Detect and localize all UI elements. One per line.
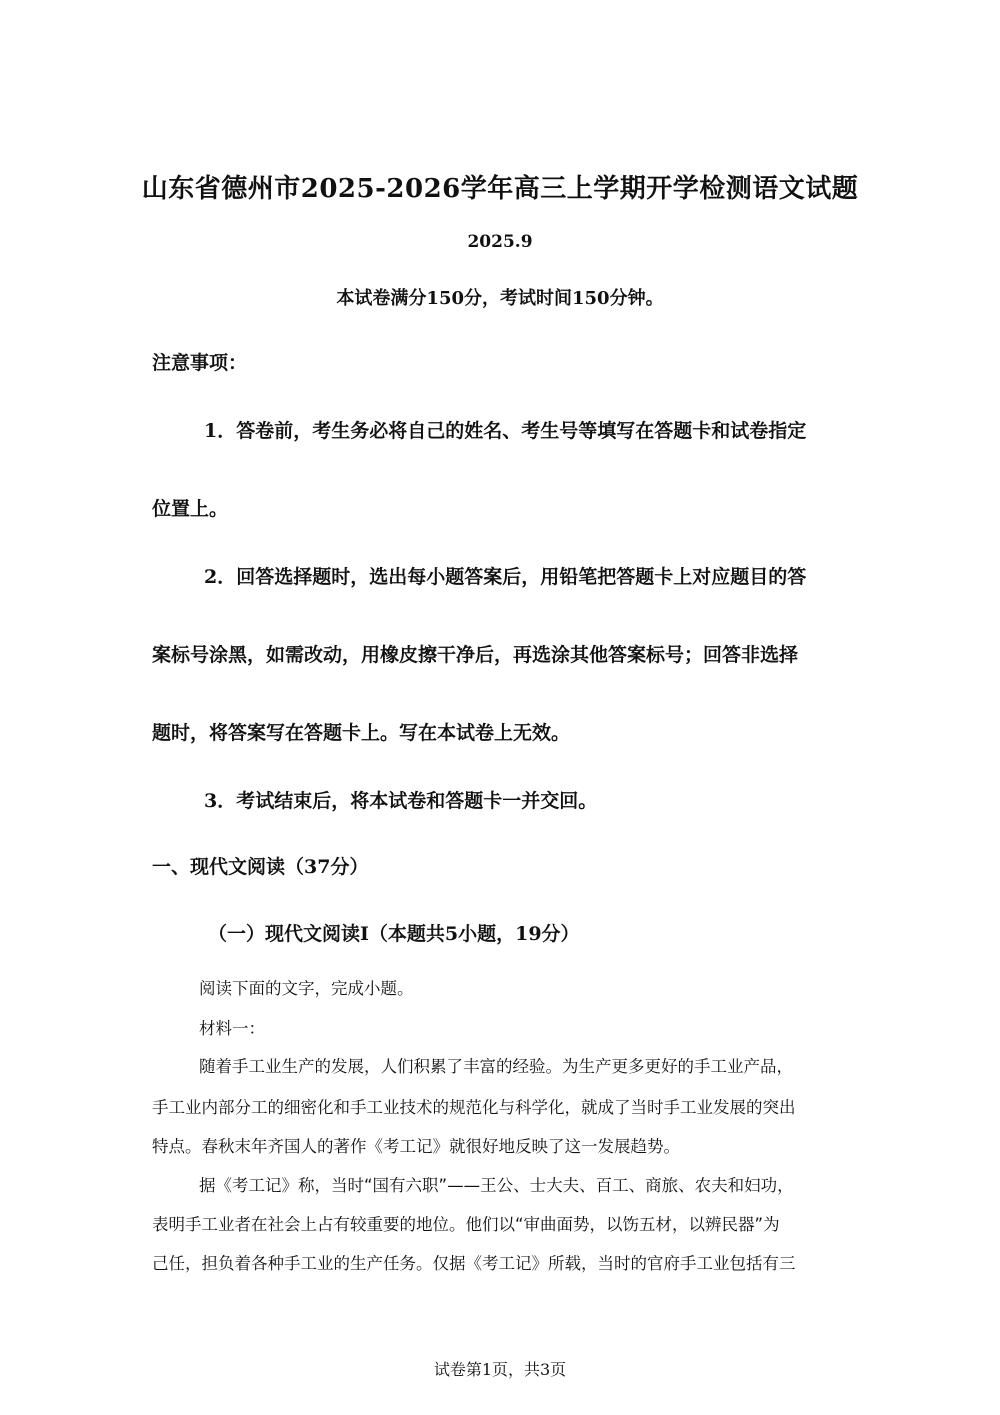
section-title: 一、现代文阅读（37分） xyxy=(152,856,369,878)
paragraph-line: 据《考工记》称，当时“国有六职”——王公、士大夫、百工、商旅、农夫和妇功， xyxy=(199,1176,794,1195)
page-footer: 试卷第1页，共3页 xyxy=(433,1360,567,1379)
notice-item-1: 1．答卷前，考生务必将自己的姓名、考生号等填写在答题卡和试卷指定 xyxy=(204,420,807,442)
section-subtitle: （一）现代文阅读Ⅰ（本题共5小题，19分） xyxy=(208,923,580,945)
material-label: 材料一： xyxy=(199,1019,265,1038)
notice-item-2-end: 题时，将答案写在答题卡上。写在本试卷上无效。 xyxy=(152,722,571,744)
paragraph-line: 随着手工业生产的发展，人们积累了丰富的经验。为生产更多更好的手工业产品， xyxy=(199,1057,793,1076)
paragraph-line: 特点。春秋末年齐国人的著作《考工记》就很好地反映了这一发展趋势。 xyxy=(152,1137,680,1156)
notice-item-3: 3．考试结束后，将本试卷和答题卡一并交回。 xyxy=(204,790,598,812)
reading-instruction: 阅读下面的文字，完成小题。 xyxy=(199,979,414,998)
score-and-time-line: 本试卷满分150分，考试时间150分钟。 xyxy=(336,288,664,309)
paragraph-line: 己任，担负着各种手工业的生产任务。仅据《考工记》所载，当时的官府手工业包括有三 xyxy=(152,1254,796,1273)
notice-heading: 注意事项： xyxy=(152,352,248,374)
notice-item-1-continued: 位置上。 xyxy=(152,498,229,520)
paragraph-line: 手工业内部分工的细密化和手工业技术的规范化与科学化，就成了当时手工业发展的突出 xyxy=(152,1098,796,1117)
exam-date: 2025.9 xyxy=(467,232,533,252)
paragraph-line: 表明手工业者在社会上占有较重要的地位。他们以“审曲面势，以饬五材，以辨民器”为 xyxy=(152,1215,780,1234)
notice-item-2: 2．回答选择题时，选出每小题答案后，用铅笔把答题卡上对应题目的答 xyxy=(204,566,807,588)
notice-item-2-continued: 案标号涂黑，如需改动，用橡皮擦干净后，再选涂其他答案标号；回答非选择 xyxy=(152,644,799,666)
exam-title: 山东省德州市2025-2026学年高三上学期开学检测语文试题 xyxy=(141,174,859,204)
